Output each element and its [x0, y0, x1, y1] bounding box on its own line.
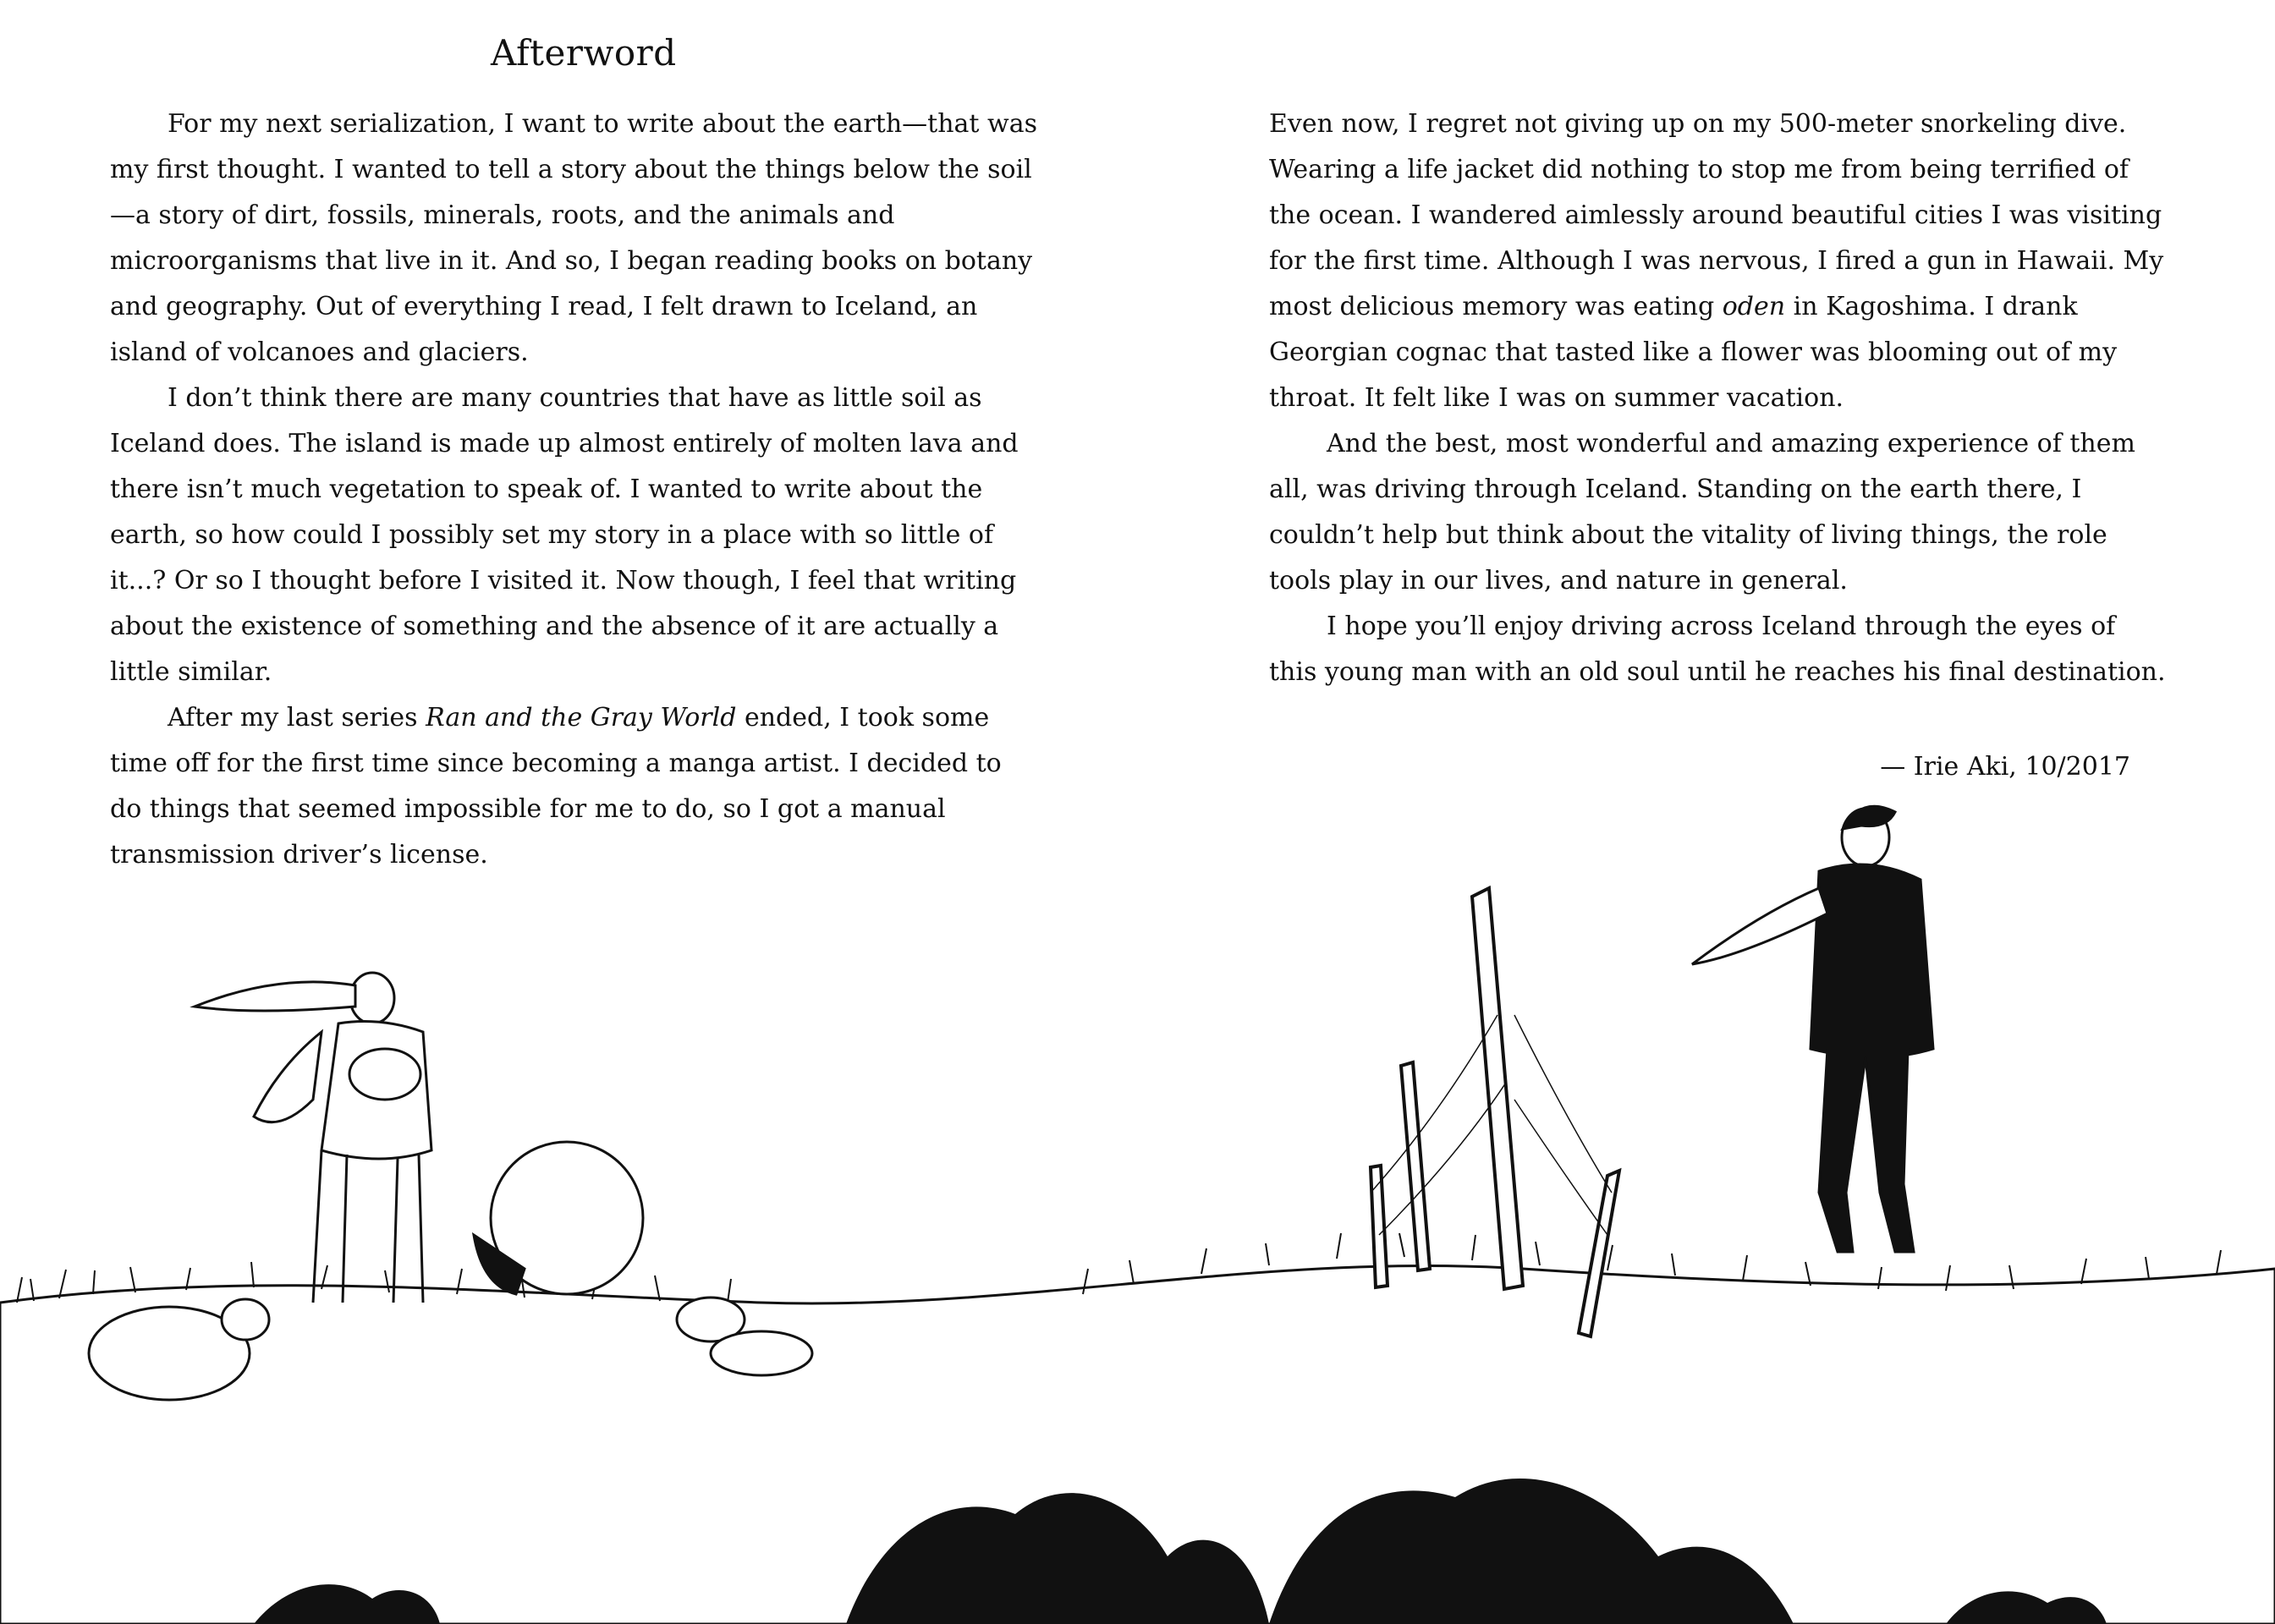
emphasized-word: oden [1722, 292, 1786, 321]
paragraph: And the best, most wonderful and amazing experience of them all, was driving through Iceland. Standing on the earth there, I couldn’t help but think about the vitality of living things, the role tools play in our lives, and nature in general. [1269, 429, 2135, 595]
author-signoff: — Irie Aki, 10/2017 [1880, 752, 2130, 782]
paragraph-text: ended, I took some time off for the first time since becoming a manga artist. I decided to do things that seemed impossible for me to do, so I got a manual transmission driver’s license. [110, 703, 1002, 870]
man-figure [1692, 806, 1933, 1252]
right-text-column [1269, 102, 2166, 695]
landscape-illustration [0, 795, 2275, 1624]
paragraph: For my next serialization, I want to write about the earth—that was my first thought. I wanted to tell a story about the things below the soil—a story of dirt, fossils, minerals, roots, and the animals and microorganisms that live in it. And so, I began reading books on botany and geography. Out of everything I read, I felt drawn to Iceland, an island of volcanoes and glaciers. [110, 109, 1037, 367]
paragraph: I hope you’ll enjoy driving across Iceland through the eyes of this young man with an old soul until he reaches his final destination. [1269, 612, 2166, 687]
woman-figure [195, 973, 431, 1303]
illustration-svg [0, 795, 2275, 1624]
series-title: Ran and the Gray World [426, 703, 737, 732]
paragraph [1269, 102, 2166, 421]
paragraph: I don’t think there are many countries that have as little soil as Iceland does. The island is made up almost entirely of molten lava and there isn’t much vegetation to speak of. I wanted to write about the earth, so how could I possibly set my story in a place with so little of it...? Or so I thought before I visited it. Now though, I feel that writing about the existence of something and the absence of it are actually a little similar. [110, 383, 1019, 687]
left-text-column [110, 102, 1041, 878]
paragraph-text: Even now, I regret not giving up on my 500-meter snorkeling dive. Wearing a life jacket did nothing to stop me from being terrified of the ocean. I wandered aimlessly around beautiful cities I was visiting for the first time. Although I was nervous, I fired a gun in Hawaii. My most delicious memory was eating [1269, 109, 2164, 321]
paragraph-text: in Kagoshima. I drank Georgian cognac that tasted like a flower was blooming out of my throat. It felt like I was on summer vacation. [1269, 292, 2118, 413]
paragraph-text: After my last series [168, 703, 426, 732]
page-title: Afterword [491, 32, 677, 74]
